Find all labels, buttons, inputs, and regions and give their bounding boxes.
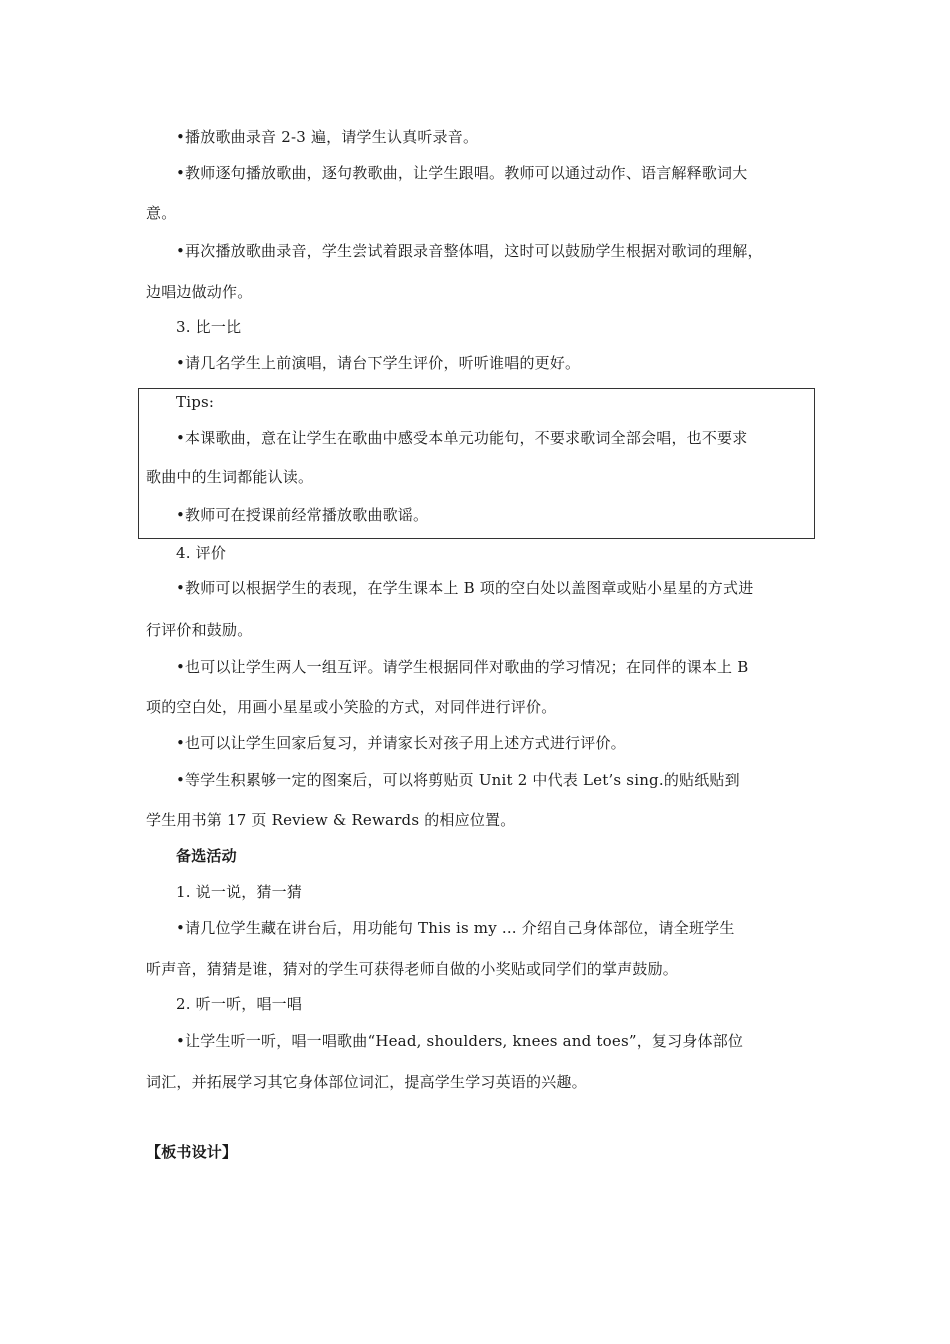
paragraph-teach-line-by-line: •教师逐句播放歌曲，逐句教歌曲，让学生跟唱。教师可以通过动作、语言解释歌词大 xyxy=(176,164,748,182)
paragraph-sing-along-cont: 边唱边做动作。 xyxy=(146,283,253,301)
paragraph-head-shoulders-cont: 词汇，并拓展学习其它身体部位词汇，提高学生学习英语的兴趣。 xyxy=(146,1073,587,1091)
heading-compare: 3. 比一比 xyxy=(176,318,242,336)
heading-board-design: 【板书设计】 xyxy=(146,1143,238,1161)
tips-title: Tips: xyxy=(176,393,215,411)
paragraph-stickers-cont: 学生用书第 17 页 Review & Rewards 的相应位置。 xyxy=(146,811,516,829)
heading-listen-and-sing: 2. 听一听，唱一唱 xyxy=(176,995,303,1013)
paragraph-teach-line-by-line-cont: 意。 xyxy=(146,204,177,222)
paragraph-stickers: •等学生积累够一定的图案后，可以将剪贴页 Unit 2 中代表 Let’s sing.的贴纸贴到 xyxy=(176,771,740,789)
tips-item-play-often: •教师可在授课前经常播放歌曲歌谣。 xyxy=(176,506,429,524)
tips-item-song-purpose: •本课歌曲，意在让学生在歌曲中感受本单元功能句，不要求歌词全部会唱，也不要求 xyxy=(176,429,748,447)
paragraph-home-review: •也可以让学生回家后复习，并请家长对孩子用上述方式进行评价。 xyxy=(176,734,626,752)
paragraph-perform: •请几名学生上前演唱，请台下学生评价，听听谁唱的更好。 xyxy=(176,354,581,372)
heading-say-and-guess: 1. 说一说，猜一猜 xyxy=(176,883,303,901)
paragraph-guess-who: •请几位学生藏在讲台后，用功能句 This is my ... 介绍自己身体部位，请全班学生 xyxy=(176,919,735,937)
heading-alternative-activities: 备选活动 xyxy=(176,847,237,865)
paragraph-peer-evaluation-cont: 项的空白处，用画小星星或小笑脸的方式，对同伴进行评价。 xyxy=(146,698,557,716)
paragraph-head-shoulders: •让学生听一听，唱一唱歌曲“Head, shoulders, knees and toes”，复习身体部位 xyxy=(176,1032,744,1050)
paragraph-sing-along: •再次播放歌曲录音，学生尝试着跟录音整体唱，这时可以鼓励学生根据对歌词的理解， xyxy=(176,242,763,260)
paragraph-stamp-evaluation-cont: 行评价和鼓励。 xyxy=(146,621,253,639)
paragraph-play-song: •播放歌曲录音 2-3 遍，请学生认真听录音。 xyxy=(176,128,479,146)
tips-item-song-purpose-cont: 歌曲中的生词都能认读。 xyxy=(146,468,314,486)
paragraph-guess-who-cont: 听声音，猜猜是谁，猜对的学生可获得老师自做的小奖贴或同学们的掌声鼓励。 xyxy=(146,960,679,978)
paragraph-peer-evaluation: •也可以让学生两人一组互评。请学生根据同伴对歌曲的学习情况；在同伴的课本上 B xyxy=(176,658,749,676)
paragraph-stamp-evaluation: •教师可以根据学生的表现，在学生课本上 B 项的空白处以盖图章或贴小星星的方式进 xyxy=(176,579,754,597)
heading-evaluation: 4. 评价 xyxy=(176,544,227,562)
